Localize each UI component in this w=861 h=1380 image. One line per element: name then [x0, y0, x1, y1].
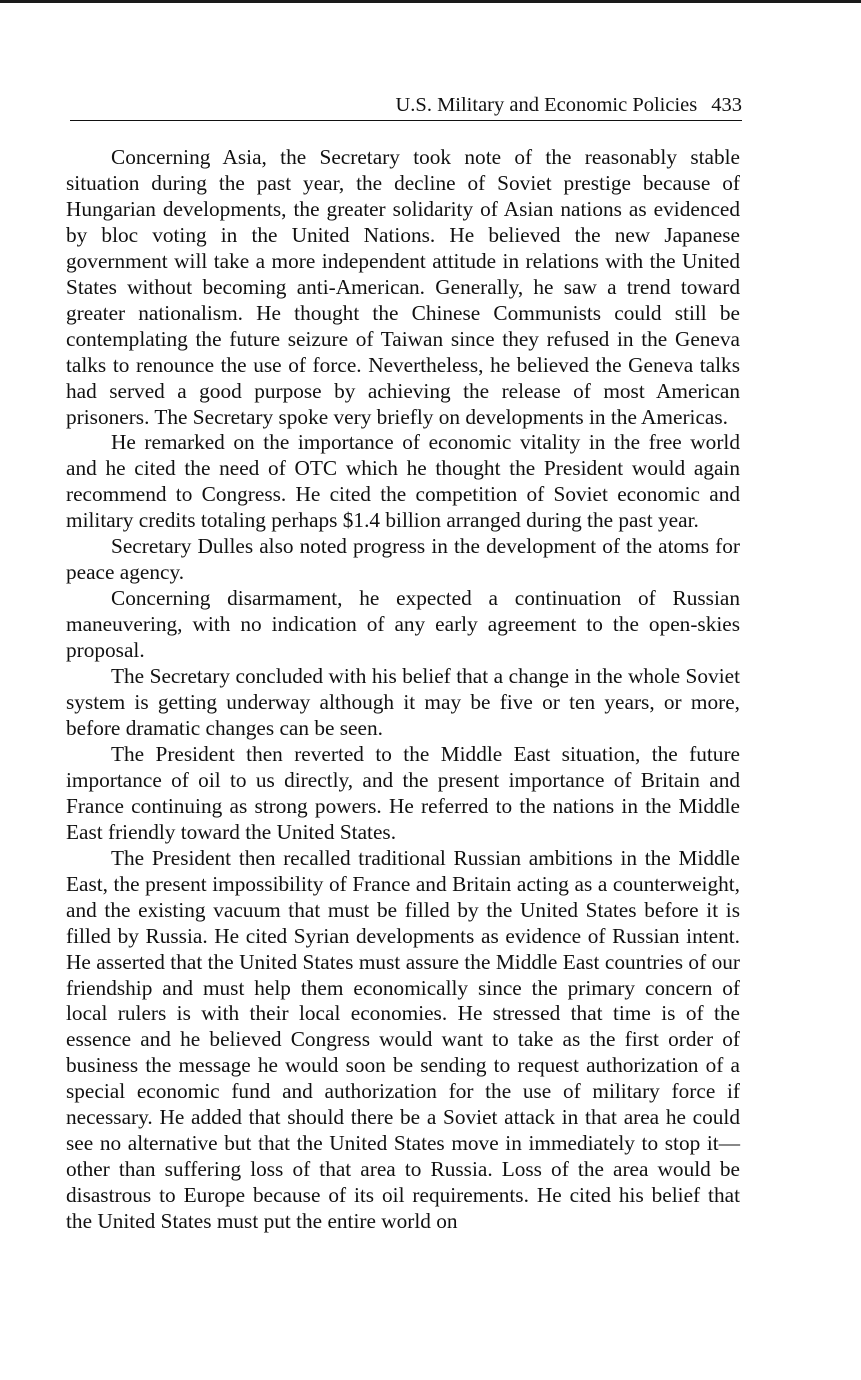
body-text [66, 145, 740, 1235]
running-title: U.S. Military and Economic Policies [395, 94, 698, 116]
page-number: 433 [711, 94, 742, 116]
paragraph-disarmament: Concerning disarmament, he expected a continuation of Russian maneuvering, with no indication of any early agreement to the open-skies proposal. [66, 586, 740, 663]
paragraph-asia: Concerning Asia, the Secretary took note of the reasonably stable situation during the past year, the decline of Soviet prestige because of Hungarian developments, the greater solidarity of Asian nations as evidenced by bloc voting in the United Nations. He believed the new Japanese government will take a more independent attitude in relations with the United States without becoming anti-American. Generally, he saw a trend toward greater nationalism. He thought the Chinese Communists could still be contemplating the future seizure of Taiwan since they refused in the Geneva talks to renounce the use of force. Nevertheless, he believed the Geneva talks had served a good purpose by achieving the release of most American prisoners. The Secretary spoke very briefly on developments in the Americas. [66, 145, 740, 429]
top-border-rule [0, 0, 861, 3]
running-head [70, 90, 742, 121]
paragraph-soviet-system: The Secretary concluded with his belief that a change in the whole Soviet system is getting underway although it may be five or ten years, or more, before dramatic changes can be seen. [66, 664, 740, 740]
paragraph-middle-east: The President then reverted to the Middle East situation, the future importance of oil to us directly, and the present importance of Britain and France continuing as strong powers. He referred to the nations in the Middle East friendly toward the United States. [66, 741, 740, 844]
paragraph-atoms-for-peace: Secretary Dulles also noted progress in the development of the atoms for peace agency. [66, 534, 740, 585]
paragraph-economic-vitality: He remarked on the importance of economic vitality in the free world and he cited the need of OTC which he thought the President would again recommend to Congress. He cited the competition of Soviet economic and military credits totaling perhaps $1.4 billion arranged during the past year. [66, 430, 740, 533]
paragraph-russian-ambitions: The President then recalled traditional Russian ambitions in the Middle East, the present impossibility of France and Britain acting as a counterweight, and the existing vacuum that must be filled by the United States before it is filled by Russia. He cited Syrian developments as evidence of Russian intent. He asserted that the United States must assure the Middle East countries of our friendship and must help them economically since the primary concern of local rulers is with their local economies. He stressed that time is of the essence and he believed Congress would want to take as the first order of business the message he would soon be sending to request authorization of a special economic fund and authorization for the use of military force if necessary. He added that should there be a Soviet attack in that area he could see no alternative but that the United States move in immediately to stop it—other than suffering loss of that area to Russia. Loss of the area would be disastrous to Europe because of its oil requirements. He cited his belief that the United States must put the entire world on [66, 845, 740, 1234]
